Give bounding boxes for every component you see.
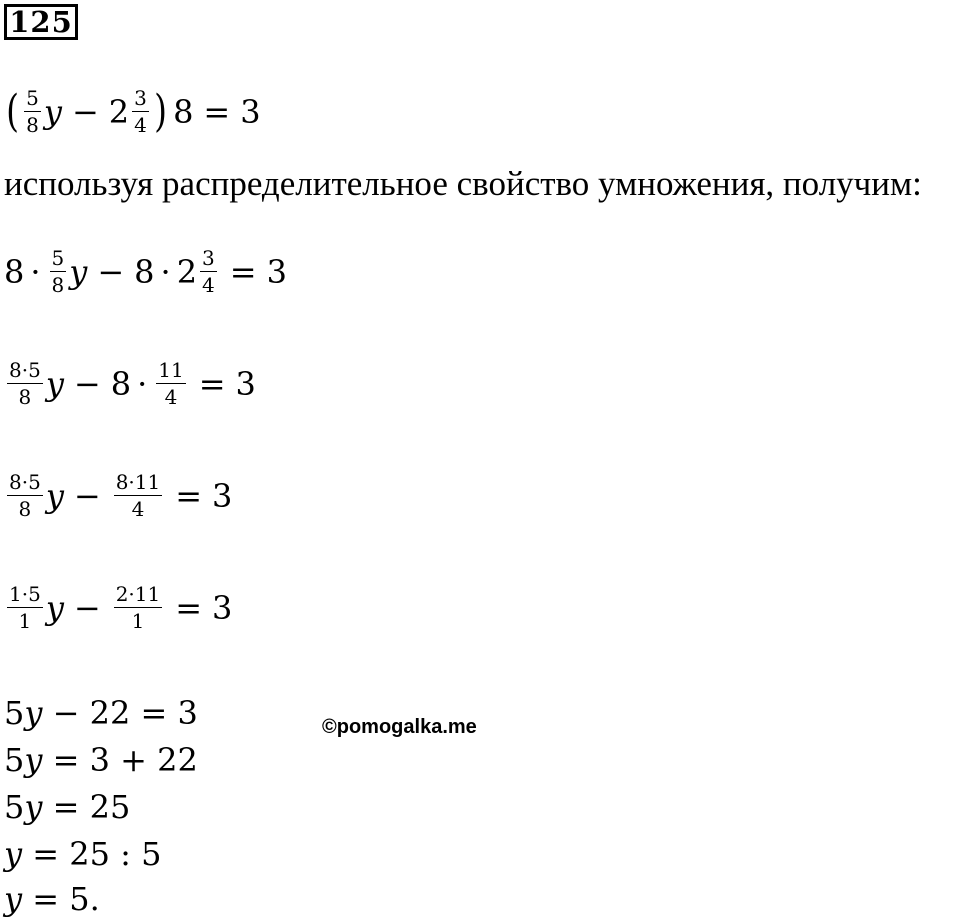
fraction-numerator: 5 xyxy=(26,86,39,110)
expression-rest: = 25 : 5 xyxy=(22,835,162,873)
variable: y xyxy=(69,252,88,291)
fraction-numerator: 11 xyxy=(158,358,184,382)
right-hand-side: 3 xyxy=(235,364,256,403)
equation-step-2 xyxy=(4,360,256,407)
fraction-numerator: 3 xyxy=(134,86,147,110)
fraction-numerator: 1·5 xyxy=(9,582,41,606)
fraction-denominator: 1 xyxy=(18,609,32,633)
equals-sign: = xyxy=(229,252,257,291)
coefficient: 5 xyxy=(4,741,25,779)
expression-rest: = 25 xyxy=(42,788,131,826)
fraction xyxy=(50,248,67,295)
variable: y xyxy=(4,835,23,873)
fraction-denominator: 4 xyxy=(134,113,147,137)
solution-line-2 xyxy=(4,741,198,779)
fraction-denominator: 4 xyxy=(202,273,215,297)
fraction-numerator: 8·5 xyxy=(9,470,41,494)
fraction-denominator: 4 xyxy=(164,385,178,409)
variable: y xyxy=(4,880,23,918)
minus-sign: − xyxy=(73,476,101,515)
whole-part: 2 xyxy=(176,252,198,291)
coefficient: 5 xyxy=(4,788,25,826)
expression-rest: − 22 = 3 xyxy=(42,694,198,732)
minus-sign: − xyxy=(71,92,99,131)
fraction-denominator: 8 xyxy=(18,497,32,521)
minus-sign: − xyxy=(97,252,125,291)
solution-line-5 xyxy=(4,880,100,918)
fraction-denominator: 8 xyxy=(18,385,32,409)
fraction xyxy=(7,472,43,519)
equals-sign: = xyxy=(175,588,203,627)
fraction-numerator: 2·11 xyxy=(115,582,161,606)
factor: 8 xyxy=(134,252,155,291)
explanation-text: используя распределительное свойство умножения, получим: xyxy=(4,164,922,203)
fraction-denominator: 8 xyxy=(51,273,65,297)
dot-operator: · xyxy=(160,252,171,291)
watermark: ©pomogalka.me xyxy=(322,716,477,738)
fraction-numerator: 8·5 xyxy=(9,358,41,382)
close-paren: ) xyxy=(154,85,167,137)
equation-step-3 xyxy=(4,472,232,519)
solution-line-1 xyxy=(4,694,198,732)
variable: y xyxy=(24,741,43,779)
right-hand-side: 3 xyxy=(212,588,233,627)
fraction xyxy=(24,88,41,135)
dot-operator: · xyxy=(137,364,148,403)
fraction-denominator: 1 xyxy=(131,609,145,633)
equation-step-1 xyxy=(4,248,287,295)
fraction xyxy=(200,248,217,295)
solution-line-4 xyxy=(4,835,161,873)
expression-rest: = 5. xyxy=(22,880,100,918)
coefficient: 5 xyxy=(4,694,25,732)
factor: 8 xyxy=(110,364,132,403)
equation-original xyxy=(4,85,261,137)
solution-line-3 xyxy=(4,788,130,826)
fraction-numerator: 3 xyxy=(202,246,215,270)
equals-sign: = xyxy=(198,364,226,403)
dot-operator: · xyxy=(30,252,41,291)
variable: y xyxy=(45,588,64,627)
variable: y xyxy=(45,476,64,515)
variable: y xyxy=(45,364,64,403)
minus-sign: − xyxy=(73,364,101,403)
fraction xyxy=(114,472,163,519)
fraction xyxy=(114,584,163,631)
right-hand-side: 3 xyxy=(240,92,261,131)
open-paren: ( xyxy=(6,85,20,137)
variable: y xyxy=(24,788,43,826)
minus-sign: − xyxy=(73,588,101,627)
fraction xyxy=(7,584,43,631)
right-hand-side: 3 xyxy=(266,252,287,291)
problem-number: 125 xyxy=(4,4,78,40)
right-hand-side: 3 xyxy=(212,476,233,515)
equation-step-4 xyxy=(4,584,232,631)
variable: y xyxy=(43,92,62,131)
multiplier: 8 xyxy=(173,92,194,131)
equals-sign: = xyxy=(203,92,231,131)
fraction-denominator: 4 xyxy=(131,497,145,521)
variable: y xyxy=(24,694,43,732)
factor: 8 xyxy=(4,252,25,291)
expression-rest: = 3 + 22 xyxy=(42,741,198,779)
fraction xyxy=(7,360,43,407)
fraction-numerator: 8·11 xyxy=(115,470,161,494)
equals-sign: = xyxy=(175,476,203,515)
fraction-denominator: 8 xyxy=(26,113,39,137)
fraction xyxy=(156,360,185,407)
fraction xyxy=(132,88,149,135)
whole-part: 2 xyxy=(108,92,130,131)
fraction-numerator: 5 xyxy=(51,246,65,270)
